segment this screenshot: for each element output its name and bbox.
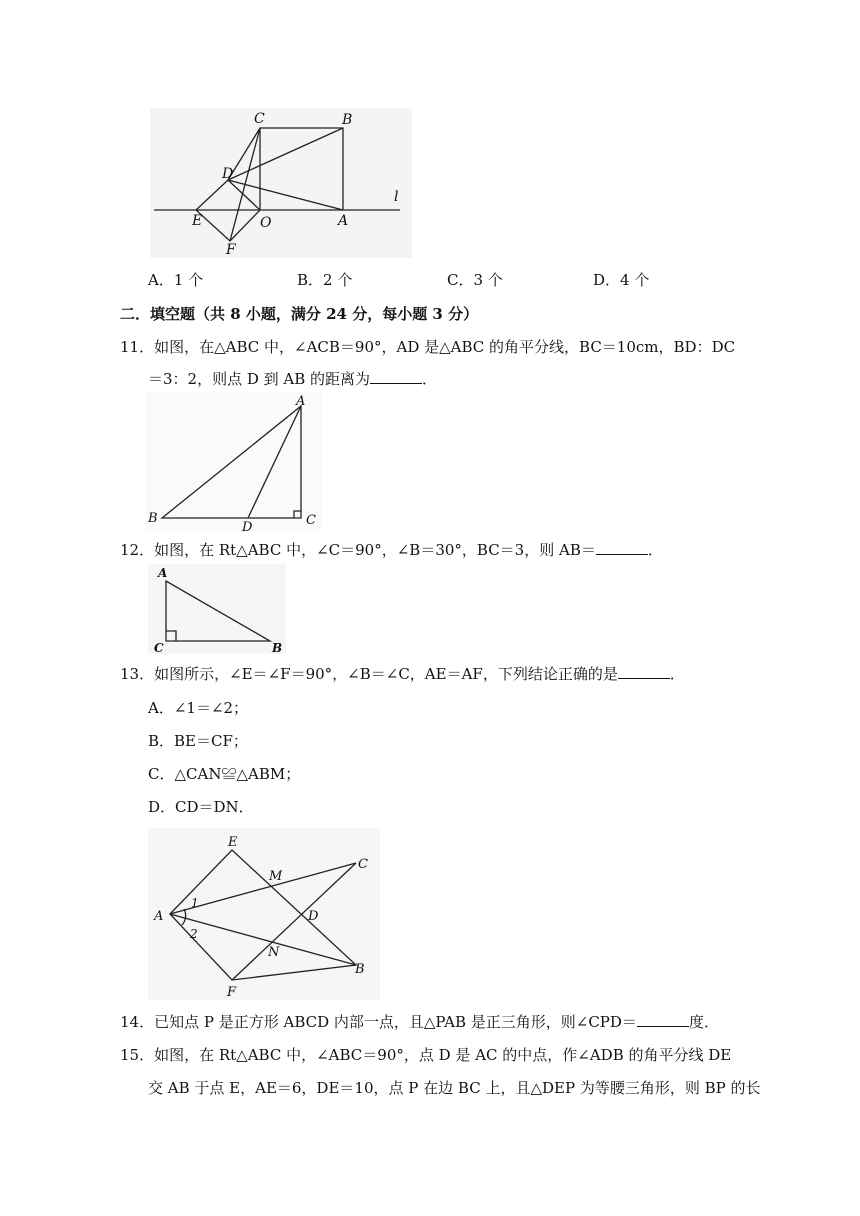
label-c: C xyxy=(154,641,164,654)
label-a: A xyxy=(338,213,349,229)
label-e: E xyxy=(192,213,203,229)
q12-end: ． xyxy=(647,541,663,559)
label-d: D xyxy=(308,909,319,924)
figure-q11 xyxy=(146,392,322,532)
label-c: C xyxy=(254,111,265,127)
q14-text xyxy=(120,1012,719,1032)
label-angle-2: 2 xyxy=(190,927,198,941)
label-b: B xyxy=(355,962,365,977)
label-a: A xyxy=(154,909,164,924)
q14-question: 14．已知点 P 是正方形 ABCD 内部一点，且△PAB 是正三角形，则∠CPD＝ xyxy=(120,1013,637,1031)
q10-option-b: B．2 个 xyxy=(297,271,353,289)
q15-line2: 交 AB 于点 E，AE＝6，DE＝10，点 P 在边 BC 上，且△DEP 为等腰三角形，则 BP 的长 xyxy=(148,1079,761,1097)
q11-line2 xyxy=(148,369,437,389)
q11-line2-end: ． xyxy=(422,370,438,388)
figure-q10 xyxy=(150,108,412,258)
square-ocba xyxy=(260,128,343,210)
q12-text xyxy=(120,540,663,560)
q10-option-a: A．1 个 xyxy=(148,271,204,289)
segment-db xyxy=(228,128,343,180)
label-l: l xyxy=(394,189,399,205)
triangle-abc xyxy=(166,581,270,641)
label-e: E xyxy=(228,835,238,850)
q13-question: 13．如图所示，∠E＝∠F＝90°，∠B＝∠C，AE＝AF，下列结论正确的是 xyxy=(120,665,618,683)
q12-answer-blank[interactable] xyxy=(596,540,648,555)
q14-end: 度． xyxy=(688,1013,719,1031)
q11-answer-blank[interactable] xyxy=(370,369,422,384)
figure-q13-svg xyxy=(148,828,380,1000)
section-heading: 二．填空题（共 8 小题，满分 24 分，每小题 3 分） xyxy=(120,305,479,323)
q13-text xyxy=(120,664,685,684)
label-m: M xyxy=(269,869,283,884)
q14-answer-blank[interactable] xyxy=(637,1012,689,1027)
q10-option-c: C．3 个 xyxy=(447,271,503,289)
segment-ad xyxy=(248,406,301,518)
q11-line2-text: ＝3：2，则点 D 到 AB 的距离为 xyxy=(148,370,371,388)
q13-option-b: B．BE＝CF； xyxy=(148,732,248,750)
q15-line1: 15．如图，在 Rt△ABC 中，∠ABC＝90°，点 D 是 AC 的中点，作∠ADB 的角平分线 DE xyxy=(120,1046,732,1064)
label-a: A xyxy=(296,394,306,409)
label-c: C xyxy=(358,857,368,872)
figure-q13 xyxy=(148,828,380,1000)
quad-aebf xyxy=(170,850,356,980)
right-angle-mark xyxy=(294,511,301,518)
figure-q11-svg xyxy=(146,392,322,532)
figure-q12-svg xyxy=(148,564,286,654)
segment-fc xyxy=(230,128,260,241)
label-c: C xyxy=(306,513,316,528)
label-angle-1: 1 xyxy=(191,896,199,910)
q11-line1: 11．如图，在△ABC 中，∠ACB＝90°，AD 是△ABC 的角平分线，BC＝10cm，BD：DC xyxy=(120,338,736,356)
triangle-abc xyxy=(162,406,301,518)
q13-end: ． xyxy=(669,665,685,683)
label-n: N xyxy=(268,945,280,960)
label-b: B xyxy=(272,641,283,654)
figure-q12 xyxy=(148,564,286,654)
label-o: O xyxy=(260,215,272,231)
q10-option-d: D．4 个 xyxy=(593,271,650,289)
q13-answer-blank[interactable] xyxy=(618,664,670,679)
figure-q10-svg xyxy=(150,108,412,258)
q13-option-d: D．CD＝DN． xyxy=(148,798,254,816)
label-f: F xyxy=(226,242,236,258)
label-b: B xyxy=(342,112,353,128)
label-d: D xyxy=(242,520,253,532)
q13-option-a: A．∠1＝∠2； xyxy=(148,699,249,717)
label-d: D xyxy=(222,166,234,182)
q13-option-c: C．△CAN≌△ABM； xyxy=(148,765,301,783)
q12-question: 12．如图，在 Rt△ABC 中，∠C＝90°，∠B＝30°，BC＝3，则 AB＝ xyxy=(120,541,596,559)
label-b: B xyxy=(148,511,158,526)
right-angle-mark xyxy=(166,631,176,641)
label-a: A xyxy=(158,566,168,580)
label-f: F xyxy=(227,985,237,1000)
